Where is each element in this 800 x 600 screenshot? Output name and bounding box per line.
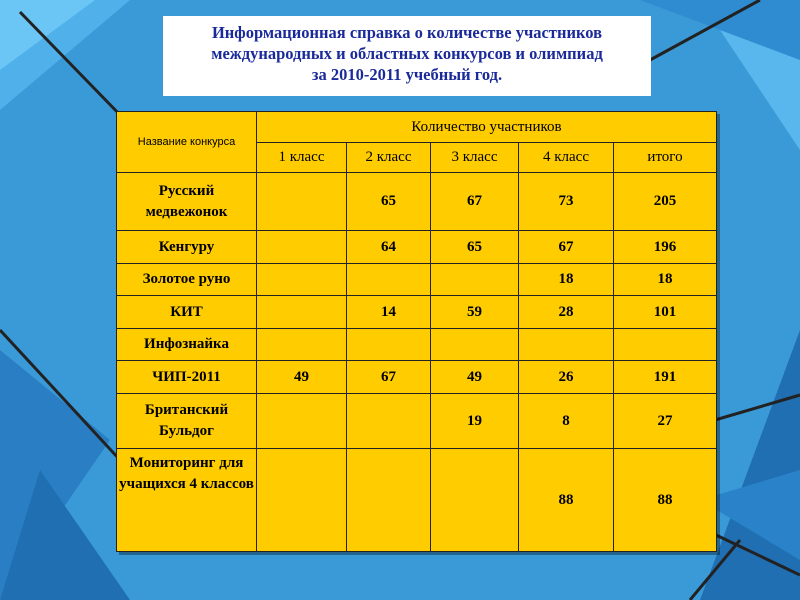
cell-total: 27 [614, 394, 717, 449]
cell-grade-2: 67 [347, 361, 431, 394]
cell-grade-4: 67 [519, 231, 614, 264]
cell-grade-4: 8 [519, 394, 614, 449]
table-row [117, 264, 717, 296]
contest-name: Британский Бульдог [117, 394, 257, 449]
header-contest-name: Название конкурса [117, 112, 257, 173]
cell-grade-3: 49 [431, 361, 519, 394]
cell-grade-1: 49 [257, 361, 347, 394]
cell-total: 88 [614, 449, 717, 552]
cell-grade-4: 88 [519, 449, 614, 552]
cell-grade-2 [347, 449, 431, 552]
cell-grade-2 [347, 329, 431, 361]
table-row [117, 296, 717, 329]
cell-grade-1 [257, 296, 347, 329]
header-grade-4: 4 класс [519, 143, 614, 173]
cell-total: 18 [614, 264, 717, 296]
cell-total: 191 [614, 361, 717, 394]
header-grade-1: 1 класс [257, 143, 347, 173]
title-line-1: Информационная справка о количестве участников [211, 23, 603, 42]
contest-name: Мониторинг для учащихся 4 классов [117, 449, 257, 552]
title-line-3: за 2010-2011 учебный год. [311, 65, 503, 84]
cell-total: 196 [614, 231, 717, 264]
cell-grade-1 [257, 264, 347, 296]
cell-total: 101 [614, 296, 717, 329]
cell-grade-1 [257, 173, 347, 231]
participants-table [116, 111, 717, 552]
table-row [117, 231, 717, 264]
table-row [117, 449, 717, 552]
cell-grade-4: 28 [519, 296, 614, 329]
contest-name: Золотое руно [117, 264, 257, 296]
header-total: итого [614, 143, 717, 173]
header-grade-3: 3 класс [431, 143, 519, 173]
cell-grade-3 [431, 329, 519, 361]
title-box [163, 16, 651, 96]
table-row [117, 361, 717, 394]
cell-grade-1 [257, 329, 347, 361]
cell-grade-4 [519, 329, 614, 361]
table-header-row-1 [117, 112, 717, 143]
title-line-2: международных и областных конкурсов и олимпиад [211, 44, 603, 63]
cell-grade-3: 59 [431, 296, 519, 329]
contest-name: ЧИП-2011 [117, 361, 257, 394]
cell-grade-3 [431, 264, 519, 296]
table-row [117, 329, 717, 361]
header-grade-2: 2 класс [347, 143, 431, 173]
cell-grade-3: 19 [431, 394, 519, 449]
cell-grade-4: 73 [519, 173, 614, 231]
contest-name: КИТ [117, 296, 257, 329]
table-row [117, 173, 717, 231]
cell-grade-2: 64 [347, 231, 431, 264]
cell-total [614, 329, 717, 361]
contest-name: Кенгуру [117, 231, 257, 264]
cell-grade-3: 65 [431, 231, 519, 264]
cell-grade-3 [431, 449, 519, 552]
cell-grade-2 [347, 264, 431, 296]
table-row [117, 394, 717, 449]
cell-grade-1 [257, 449, 347, 552]
cell-grade-2 [347, 394, 431, 449]
cell-grade-2: 65 [347, 173, 431, 231]
contest-name: Инфознайка [117, 329, 257, 361]
cell-grade-4: 26 [519, 361, 614, 394]
cell-grade-1 [257, 394, 347, 449]
contest-name: Русский медвежонок [117, 173, 257, 231]
cell-grade-3: 67 [431, 173, 519, 231]
cell-grade-2: 14 [347, 296, 431, 329]
cell-total: 205 [614, 173, 717, 231]
header-participants-count: Количество участников [257, 112, 717, 143]
cell-grade-4: 18 [519, 264, 614, 296]
cell-grade-1 [257, 231, 347, 264]
